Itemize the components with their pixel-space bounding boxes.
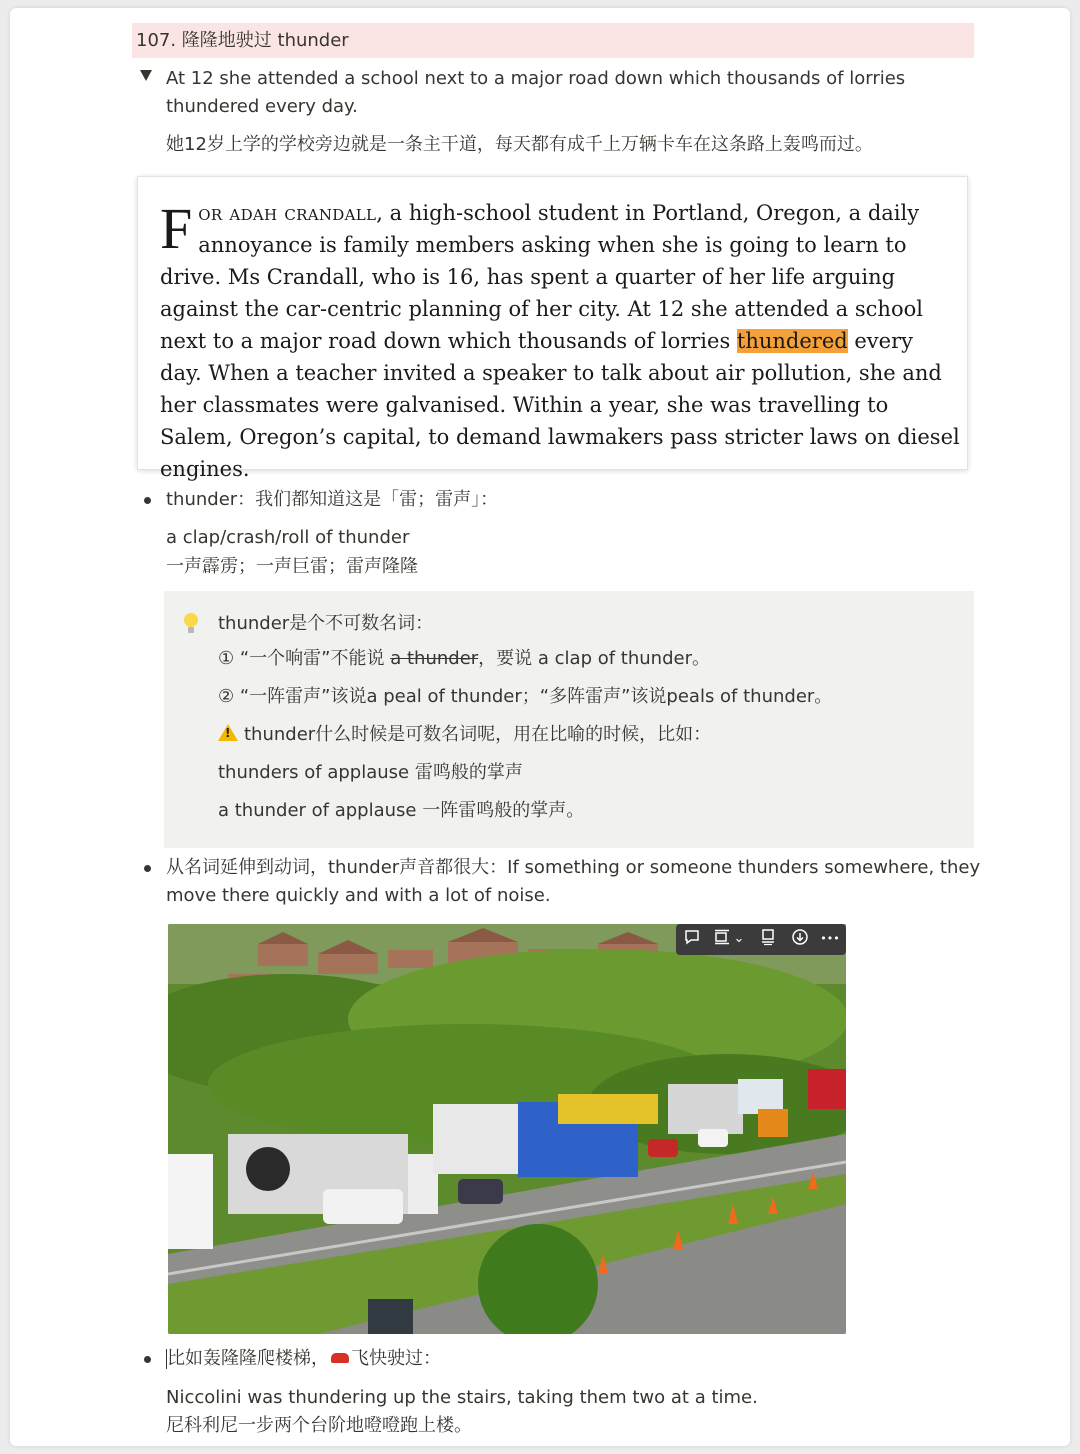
article-small-caps: or adah crandall (198, 201, 377, 225)
drop-cap: F (160, 196, 193, 261)
article-text-after: every day. When a teacher invited a speaker to talk about air pollution, she and her classmates were galvanised. Within a year, she was travelling to Salem, Oregon’s capital, to demand lawmakers pass stricter laws on diesel engines. (160, 329, 960, 481)
bullet-stairs-label[interactable] (167, 1345, 441, 1373)
callout-item-4[interactable]: thunders of applause 雷鸣般的掌声 (218, 762, 523, 783)
callout-item-1-prefix: ① “一个响雷”不能说 (218, 648, 391, 669)
bullet-dot (144, 1356, 151, 1363)
verb-definition-line-2[interactable]: move there quickly and with a lot of noise. (166, 885, 551, 906)
thunder-collocations-zh[interactable]: 一声霹雳；一声巨雷；雷声隆隆 (166, 556, 418, 577)
toggle-sentence-zh[interactable]: 她12岁上学的学校旁边就是一条主干道，每天都有成千上万辆卡车在这条路上轰鸣而过。 (166, 134, 873, 155)
bullet-stairs-label-before: 比如轰隆隆爬楼梯， (167, 1348, 329, 1369)
warning-icon (218, 724, 238, 741)
lorries-illustration (168, 924, 846, 1334)
stairs-example-en[interactable]: Niccolini was thundering up the stairs, taking them two at a time. (166, 1387, 758, 1408)
article-excerpt-card (137, 176, 968, 481)
lightbulb-icon (184, 613, 198, 627)
bullet-dot (144, 497, 151, 504)
article-paragraph (160, 197, 960, 485)
chevron-down-icon[interactable]: ⌄ (733, 931, 745, 946)
stairs-example-zh[interactable]: 尼科利尼一步两个台阶地噔噔跑上楼。 (166, 1415, 472, 1436)
toggle-sentence-en[interactable]: At 12 she attended a school next to a major road down which thousands of lorries thundered every day. (166, 68, 906, 117)
verb-definition-line-1[interactable]: 从名词延伸到动词，thunder声音都很大：If something or someone thunders somewhere, they (166, 857, 981, 878)
align-icon[interactable] (712, 928, 732, 950)
image-toolbar (676, 924, 846, 955)
car-icon (331, 1353, 349, 1363)
callout-item-5[interactable]: a thunder of applause 一阵雷鸣般的掌声。 (218, 800, 585, 821)
thunder-collocations[interactable]: a clap/crash/roll of thunder (166, 527, 410, 548)
callout-title[interactable]: thunder是个不可数名词： (218, 613, 434, 634)
callout-item-3[interactable] (218, 721, 711, 749)
section-heading[interactable]: 107. 隆隆地驶过 thunder (132, 23, 974, 58)
callout-item-1-suffix: ，要说 a clap of thunder。 (478, 648, 710, 669)
bullet-stairs-label-after: 飞快驶过： (351, 1348, 441, 1369)
toggle-triangle-icon[interactable] (140, 70, 152, 81)
callout-item-1[interactable] (218, 645, 710, 673)
download-icon[interactable] (790, 928, 810, 950)
bullet-dot (144, 865, 151, 872)
callout-item-2[interactable]: ② “一阵雷声”该说a peal of thunder；“多阵雷声”该说peals of thunder。 (218, 686, 833, 707)
more-icon[interactable]: ••• (820, 932, 840, 945)
callout-item-3-text: thunder什么时候是可数名词呢，用在比喻的时候，比如： (244, 724, 712, 745)
article-text-before: , a high-school student in Portland, Oregon, a daily annoyance is family members asking when she is going to learn to drive. Ms Crandall, who is 16, has spent a quarter of her life arguing against the car-centric planning of her city. At 12 she attended a school next to a major road down which thousands of lorries (160, 201, 923, 353)
caption-icon[interactable] (758, 928, 778, 950)
bullet-thunder-label[interactable]: thunder：我们都知道这是「雷；雷声」： (166, 489, 499, 510)
highlighted-word: thundered (736, 329, 848, 353)
callout-item-1-strike: a thunder (390, 648, 479, 669)
lorries-photo[interactable] (168, 924, 846, 1334)
comment-icon[interactable] (682, 928, 702, 950)
tip-callout (164, 591, 974, 848)
